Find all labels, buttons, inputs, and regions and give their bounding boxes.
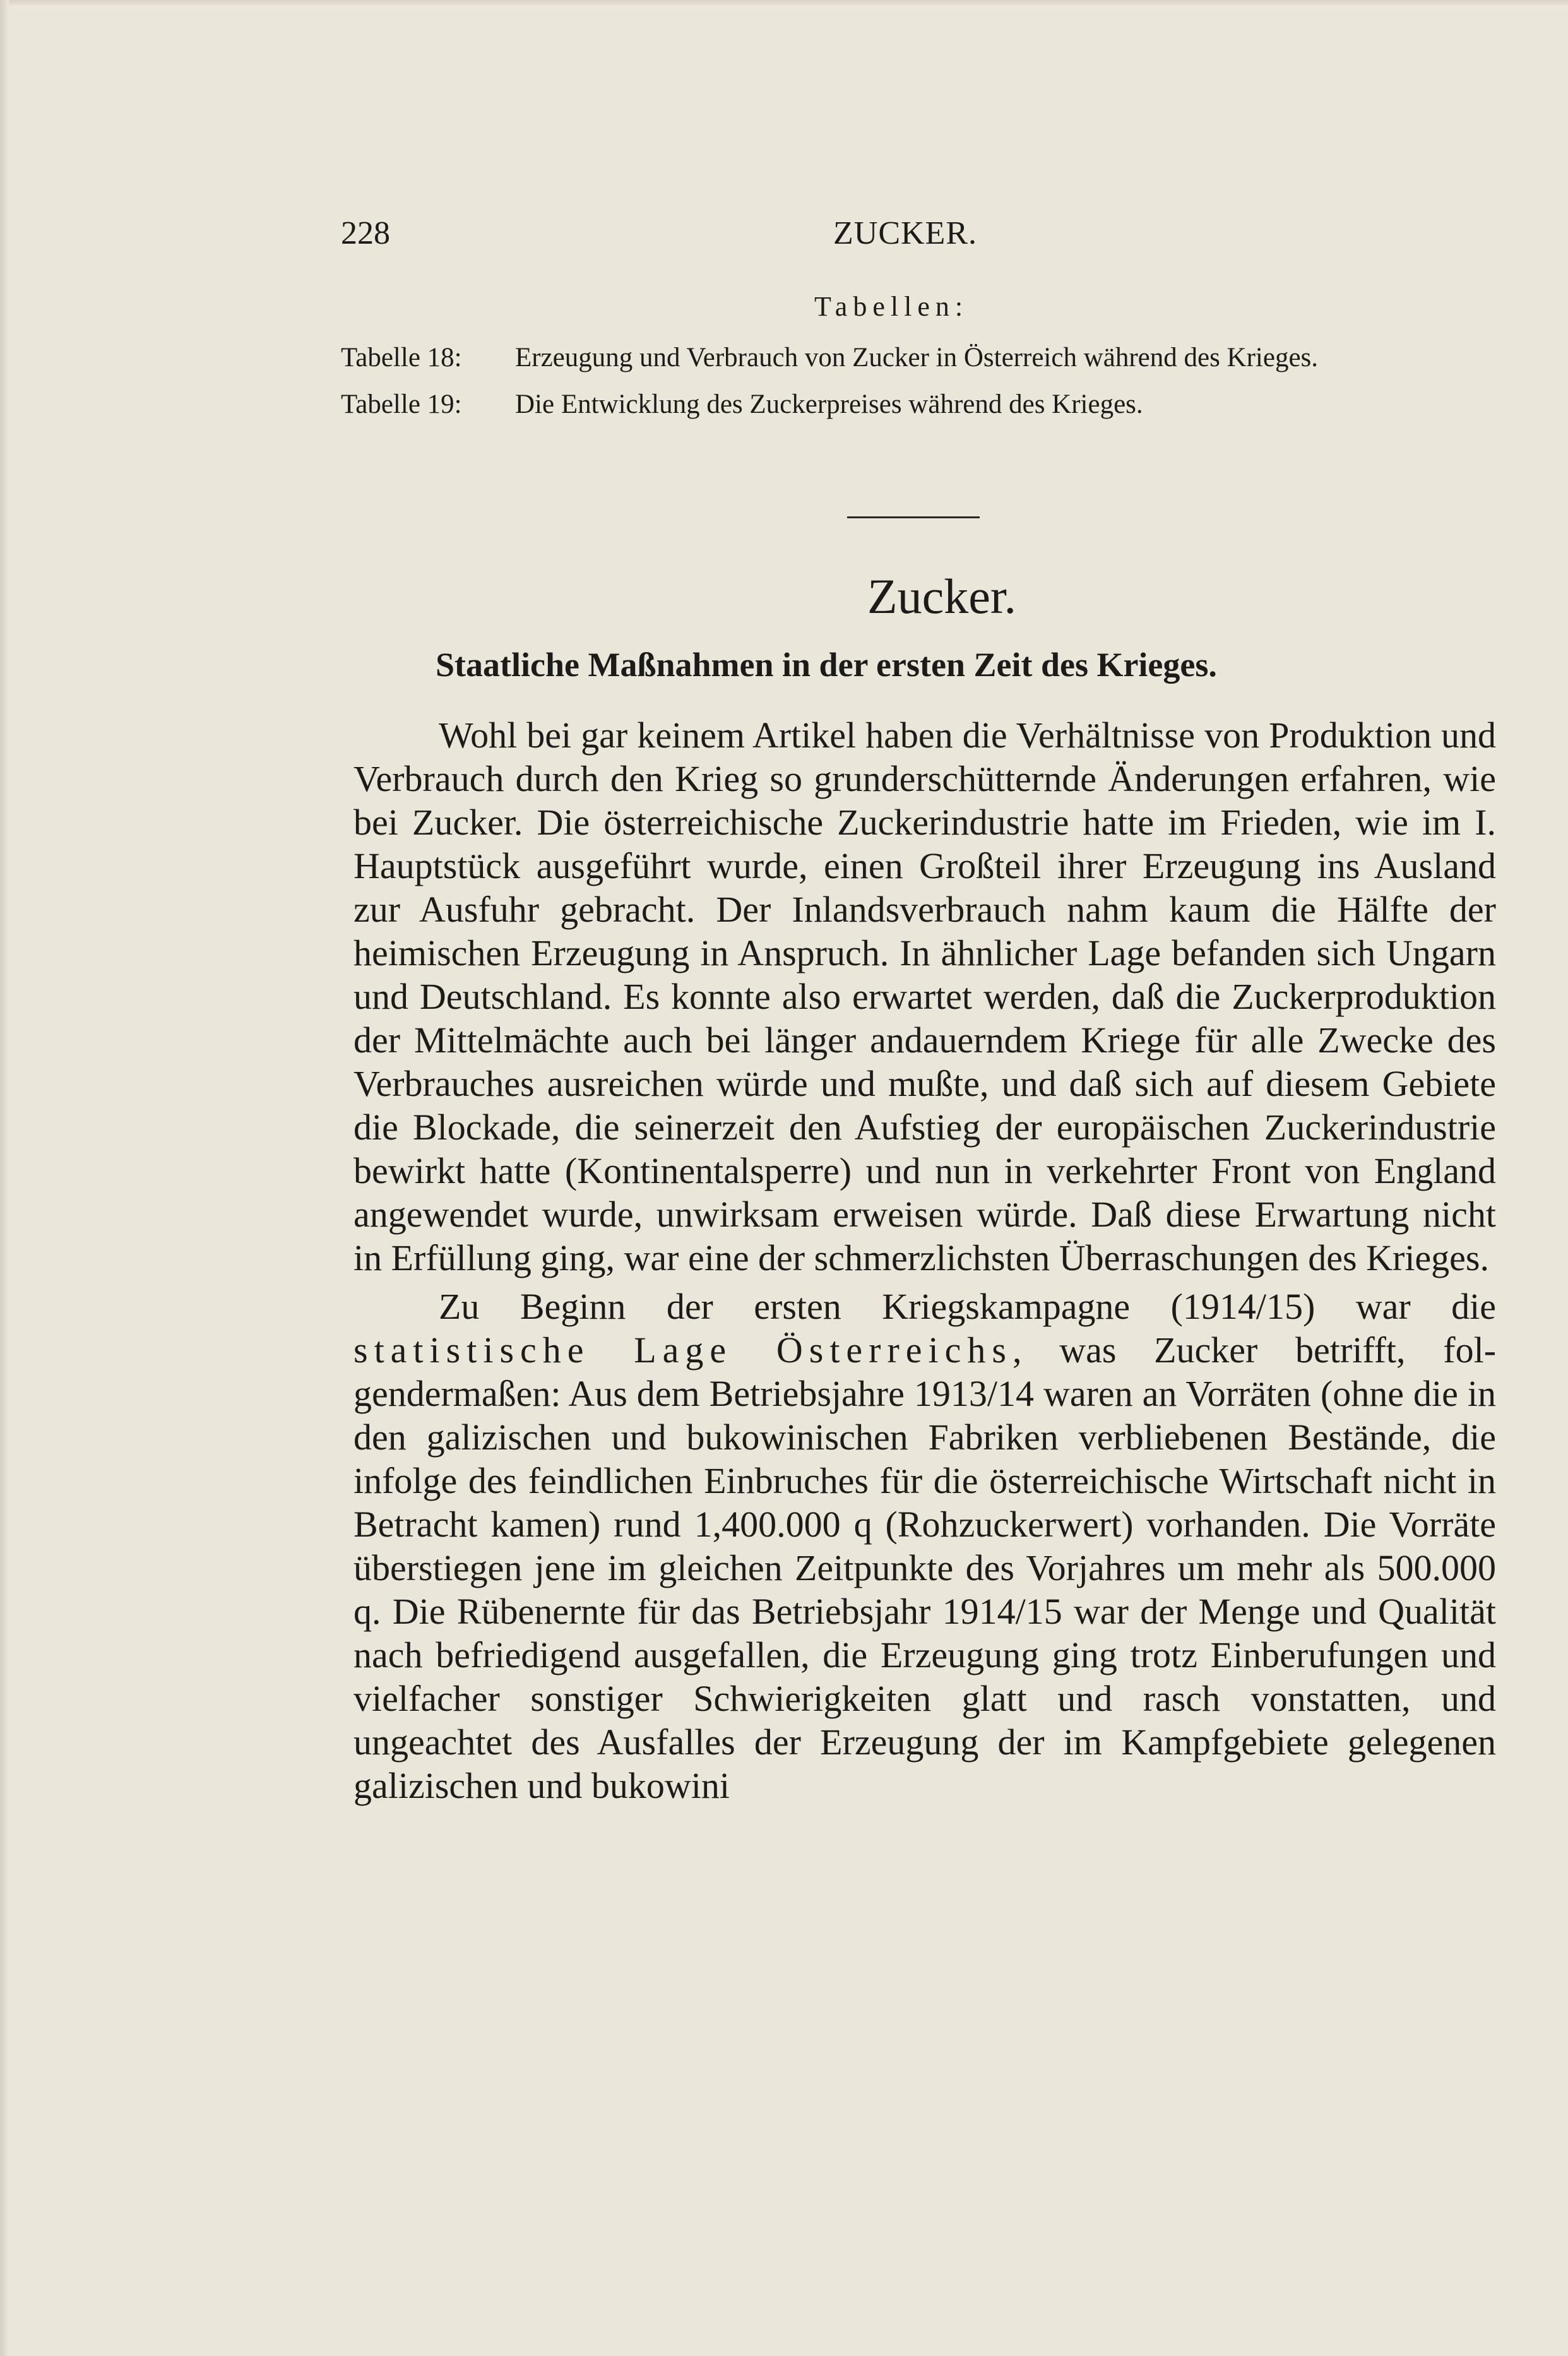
table-entry-label: Tabelle 18: (341, 343, 462, 372)
running-head: ZUCKER. (833, 215, 977, 251)
paragraph-2-start: Zu Beginn der ersten Kriegskampagne (1914/15) war die (439, 1286, 1496, 1327)
table-entry-label: Tabelle 19: (341, 390, 462, 419)
page-edge-top (0, 0, 1568, 6)
section-divider (847, 516, 980, 518)
paragraph-2 (353, 1285, 1496, 1807)
page-number: 228 (341, 215, 390, 251)
page-header (341, 215, 1502, 259)
body-text (353, 713, 1496, 1812)
page-edge-left (0, 0, 9, 2356)
tables-heading: Tabellen: (814, 291, 969, 322)
table-entry-text: Erzeugung und Verbrauch von Zucker in Österreich während des Krieges. (515, 343, 1319, 372)
table-entry-text: Die Entwicklung des Zuckerpreises während des Krieges. (515, 390, 1143, 419)
tables-list (341, 338, 1496, 431)
table-entry-18 (341, 338, 1496, 378)
paragraph-2-emphasis: statistische Lage Österreichs (353, 1330, 1013, 1371)
paragraph-1: Wohl bei gar keinem Artikel haben die Verhältnisse von Produktion und Verbrauch durch den Krieg so grunderschütternde Änderungen erfahren, wie bei Zucker. Die österreichische Zuckerindustrie hatte im Frieden, wie im I. Hauptstück ausgeführt wurde, einen Großteil ihrer Erzeugung ins Ausland zur Ausfuhr gebracht. Der Inlandsverbrauch nahm kaum die Hälfte der heimischen Erzeugung in Anspruch. In ähnlicher Lage befanden sich Ungarn und Deutschland. Es konnte also erwartet werden, daß die Zuckerproduktion der Mittelmächte auch bei länger andauerndem Kriege für alle Zwecke des Verbrauches ausreichen würde und mußte, und daß sich auf diesem Gebiete die Blockade, die seinerzeit den Aufstieg der europäischen Zuckerindustrie bewirkt hatte (Kontinentalsperre) und nun in verkehrter Front von England angewendet wurde, unwirksam erweisen würde. Daß diese Erwartung nicht in Erfüllung ging, war eine der schmerzlichsten Überraschungen des Krieges. (353, 715, 1496, 1278)
table-entry-19 (341, 384, 1496, 425)
paragraph-2-rest: , was Zucker betrifft, folgendermaßen: Aus dem Betriebsjahre 1913/14 waren an Vorräten (ohne die in den galizischen und bukowinischen Fabriken verbliebenen Bestände, die infolge des feindlichen Einbruches für die österreichische Wirtschaft nicht in Betracht kamen) rund 1,400.000 q (Rohzuckerwert) vorhanden. Die Vorräte überstiegen jene im gleichen Zeitpunkte des Vorjahres um mehr als 500.000 q. Die Rübenernte für das Betriebsjahr 1914/15 war der Menge und Qualität nach befriedigend ausgefallen, die Erzeugung ging trotz Einberufungen und vielfacher sonstiger Schwierigkeiten glatt und rasch vonstatten, und ungeachtet des Ausfalles der Erzeugung der im Kampfgebiete gelegenen galizischen und bukowini (353, 1330, 1497, 1806)
section-title: Staatliche Maßnahmen in der ersten Zeit des Krieges. (436, 646, 1217, 684)
chapter-title: Zucker. (867, 569, 1017, 624)
